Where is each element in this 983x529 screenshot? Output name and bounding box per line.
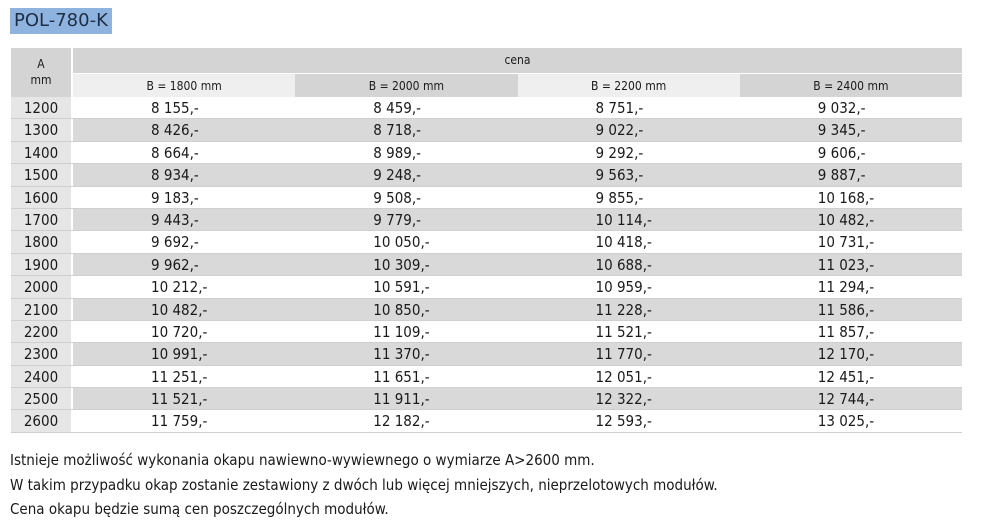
price-value: 11 251,- <box>151 367 208 386</box>
price-value: 11 586,- <box>817 300 875 319</box>
price-cell <box>518 254 740 275</box>
price-value: 12 451,- <box>817 367 875 386</box>
price-header: cena <box>73 48 962 73</box>
price-cell <box>518 321 740 342</box>
column-header-b2000: B = 2000 mm <box>295 73 517 97</box>
table-row <box>11 119 962 141</box>
price-cell <box>295 299 517 320</box>
price-cell <box>518 410 740 431</box>
price-value: 12 593,- <box>595 412 652 431</box>
row-dimension-a: 2200 <box>11 321 71 342</box>
price-cell <box>518 343 740 364</box>
price-value: 8 155,- <box>151 99 199 117</box>
dimension-a-header <box>11 48 71 97</box>
price-cell <box>295 142 517 163</box>
price-cell <box>295 209 517 230</box>
price-value: 11 023,- <box>817 255 875 274</box>
price-table <box>11 48 962 433</box>
price-cell <box>740 187 962 208</box>
column-header-b2200: B = 2200 mm <box>518 73 740 97</box>
price-cell <box>740 276 962 297</box>
table-row <box>11 209 962 231</box>
price-cell <box>740 254 962 275</box>
price-value: 9 443,- <box>151 210 199 229</box>
price-value: 9 508,- <box>373 188 422 207</box>
row-dimension-a: 1200 <box>11 97 71 118</box>
price-cell <box>73 142 295 163</box>
row-dimension-a: 2400 <box>11 366 71 387</box>
note-line: W takim przypadku okap zostanie zestawiony z dwóch lub więcej mniejszych, nieprzelotowych modułów. <box>10 475 718 494</box>
table-row <box>11 410 962 432</box>
price-value: 11 770,- <box>595 345 652 364</box>
table-row <box>11 231 962 253</box>
table-row <box>11 321 962 343</box>
price-cell <box>73 119 295 140</box>
row-dimension-a: 1300 <box>11 119 71 140</box>
price-value: 10 212,- <box>151 278 208 297</box>
table-row <box>11 276 962 298</box>
table-row <box>11 164 962 186</box>
price-value: 11 109,- <box>373 322 430 341</box>
price-cell <box>295 410 517 431</box>
price-value: 9 248,- <box>373 166 422 185</box>
price-value: 12 051,- <box>595 367 652 386</box>
price-cell <box>518 299 740 320</box>
dimension-a-label: A <box>37 57 45 71</box>
price-value: 10 688,- <box>595 255 652 274</box>
price-cell <box>740 209 962 230</box>
price-value: 10 309,- <box>373 255 430 274</box>
table-header-columns <box>73 73 962 97</box>
price-cell <box>73 343 295 364</box>
price-cell <box>295 321 517 342</box>
price-cell <box>73 388 295 409</box>
price-value: 10 591,- <box>373 278 430 297</box>
price-value: 9 345,- <box>817 121 866 140</box>
price-cell <box>73 187 295 208</box>
price-value: 10 720,- <box>151 322 208 341</box>
price-cell <box>73 97 295 118</box>
table-row <box>11 142 962 164</box>
price-value: 10 482,- <box>151 300 208 319</box>
table-row <box>11 187 962 209</box>
row-dimension-a: 1700 <box>11 209 71 230</box>
note-line: Istnieje możliwość wykonania okapu nawiewno-wywiewnego o wymiarze A>2600 mm. <box>10 451 595 469</box>
price-value: 12 322,- <box>595 390 652 409</box>
row-dimension-a: 2600 <box>11 410 71 431</box>
price-cell <box>73 254 295 275</box>
price-value: 9 032,- <box>817 99 866 117</box>
price-value: 10 050,- <box>373 233 430 252</box>
dimension-a-unit: mm <box>30 73 52 87</box>
price-value: 11 228,- <box>595 300 652 319</box>
note-line: Cena okapu będzie sumą cen poszczególnych modułów. <box>10 500 389 518</box>
price-cell <box>740 366 962 387</box>
price-value: 9 692,- <box>151 233 199 252</box>
price-value: 11 911,- <box>373 390 430 409</box>
price-cell <box>518 97 740 118</box>
row-dimension-a: 2500 <box>11 388 71 409</box>
price-value: 9 606,- <box>817 143 866 162</box>
row-dimension-a: 1900 <box>11 254 71 275</box>
price-cell <box>295 231 517 252</box>
price-value: 9 183,- <box>151 188 199 207</box>
price-cell <box>518 164 740 185</box>
price-cell <box>73 410 295 431</box>
price-cell <box>740 343 962 364</box>
price-cell <box>73 276 295 297</box>
price-value: 8 934,- <box>151 166 199 185</box>
price-value: 13 025,- <box>817 412 875 431</box>
price-cell <box>740 321 962 342</box>
price-value: 8 751,- <box>595 99 644 117</box>
price-value: 10 114,- <box>595 210 652 229</box>
price-cell <box>518 209 740 230</box>
price-value: 8 989,- <box>373 143 422 162</box>
price-cell <box>518 142 740 163</box>
row-dimension-a: 2300 <box>11 343 71 364</box>
price-cell <box>295 97 517 118</box>
price-value: 10 991,- <box>151 345 208 364</box>
price-value: 11 759,- <box>151 412 208 431</box>
price-value: 9 887,- <box>817 166 866 185</box>
price-cell <box>518 366 740 387</box>
price-value: 11 294,- <box>817 278 875 297</box>
price-cell <box>740 164 962 185</box>
price-cell <box>518 388 740 409</box>
price-value: 11 521,- <box>151 390 208 409</box>
price-cell <box>295 388 517 409</box>
price-value: 11 521,- <box>595 322 652 341</box>
table-row <box>11 254 962 276</box>
price-cell <box>295 343 517 364</box>
price-cell <box>295 254 517 275</box>
price-cell <box>295 119 517 140</box>
row-dimension-a: 2000 <box>11 276 71 297</box>
price-cell <box>740 97 962 118</box>
price-cell <box>73 231 295 252</box>
price-value: 10 418,- <box>595 233 652 252</box>
row-dimension-a: 1400 <box>11 142 71 163</box>
price-value: 9 855,- <box>595 188 644 207</box>
column-header-b1800: B = 1800 mm <box>73 73 295 97</box>
price-cell <box>740 119 962 140</box>
row-dimension-a: 1600 <box>11 187 71 208</box>
price-value: 10 959,- <box>595 278 652 297</box>
price-value: 9 292,- <box>595 143 644 162</box>
price-cell <box>740 388 962 409</box>
price-cell <box>73 164 295 185</box>
price-cell <box>295 187 517 208</box>
price-cell <box>740 231 962 252</box>
price-value: 8 664,- <box>151 143 199 162</box>
price-value: 10 168,- <box>817 188 875 207</box>
price-cell <box>518 276 740 297</box>
price-value: 12 170,- <box>817 345 875 364</box>
price-value: 8 459,- <box>373 99 422 117</box>
price-value: 9 962,- <box>151 255 199 274</box>
table-row <box>11 299 962 321</box>
price-value: 9 563,- <box>595 166 644 185</box>
price-cell <box>295 276 517 297</box>
price-value: 8 718,- <box>373 121 422 140</box>
product-code-title: POL-780-K <box>10 8 112 34</box>
price-value: 12 744,- <box>817 390 875 409</box>
price-value: 11 370,- <box>373 345 430 364</box>
price-cell <box>740 410 962 431</box>
price-cell <box>295 366 517 387</box>
price-cell <box>295 164 517 185</box>
price-cell <box>740 142 962 163</box>
table-row <box>11 366 962 388</box>
price-cell <box>73 299 295 320</box>
table-row <box>11 388 962 410</box>
table-row <box>11 97 962 119</box>
price-value: 10 850,- <box>373 300 430 319</box>
price-value: 12 182,- <box>373 412 430 431</box>
price-value: 11 651,- <box>373 367 430 386</box>
price-value: 10 482,- <box>817 210 875 229</box>
row-dimension-a: 1800 <box>11 231 71 252</box>
price-cell <box>740 299 962 320</box>
price-cell <box>518 187 740 208</box>
price-value: 11 857,- <box>817 322 875 341</box>
price-cell <box>73 209 295 230</box>
price-value: 9 779,- <box>373 210 422 229</box>
row-dimension-a: 1500 <box>11 164 71 185</box>
table-row <box>11 343 962 365</box>
column-header-b2400: B = 2400 mm <box>740 73 962 97</box>
price-value: 10 731,- <box>817 233 875 252</box>
price-cell <box>73 321 295 342</box>
price-cell <box>518 231 740 252</box>
price-cell <box>518 119 740 140</box>
row-dimension-a: 2100 <box>11 299 71 320</box>
price-value: 8 426,- <box>151 121 199 140</box>
price-value: 9 022,- <box>595 121 644 140</box>
price-cell <box>73 366 295 387</box>
notes <box>10 448 718 522</box>
table-body <box>11 97 962 433</box>
